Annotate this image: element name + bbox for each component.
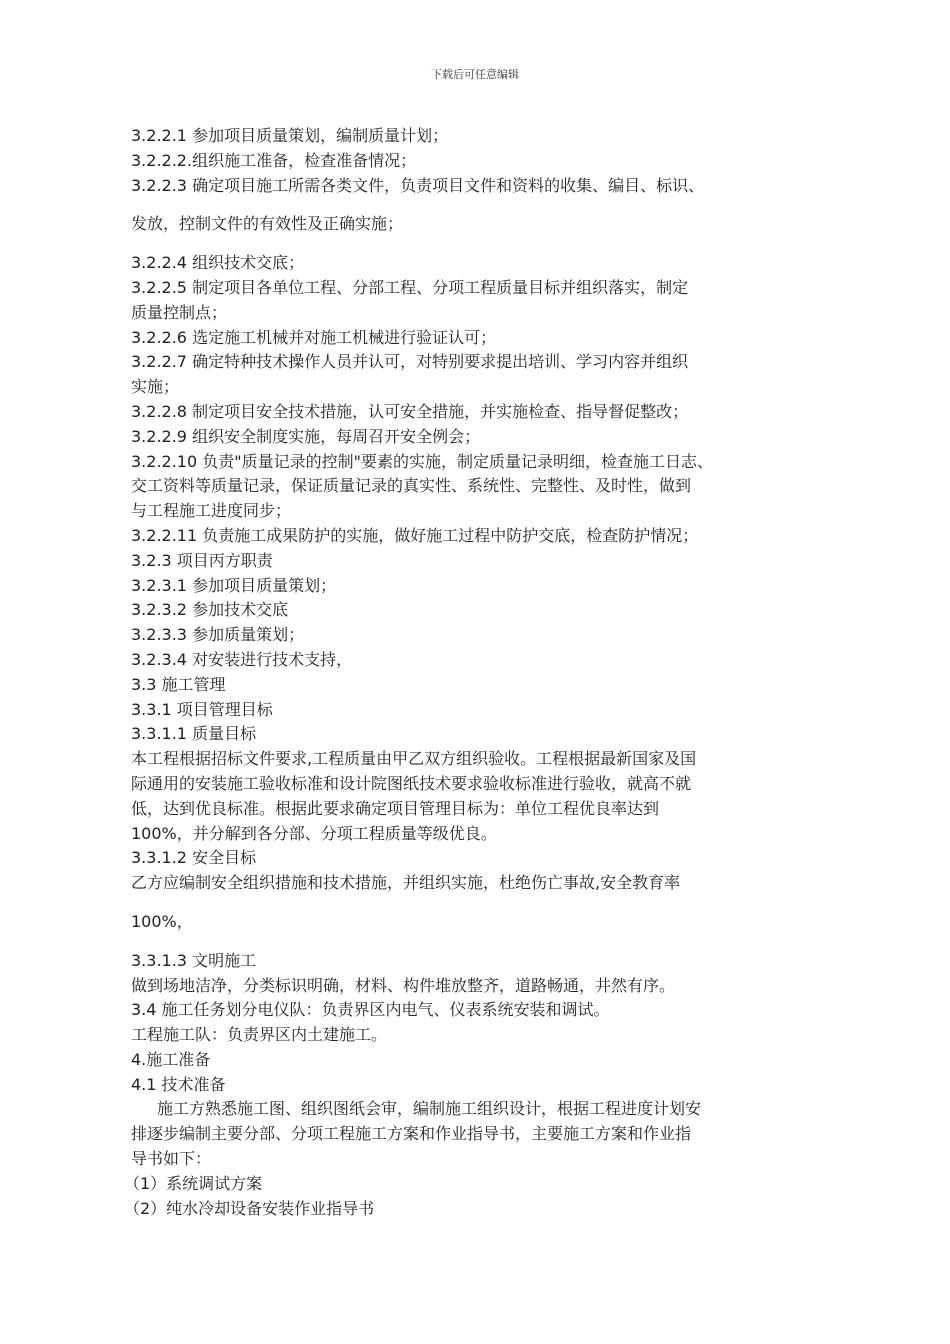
text-line: 工程施工队：负责界区内土建施工。 [131,1025,388,1045]
text-line: 3.2.2.10 负责"质量记录的控制"要素的实施，制定质量记录明细，检查施工日志、 [131,451,713,471]
list-item: （1）系统调试方案 [124,1173,263,1193]
text-line: 3.2.2.9 组织安全制度实施，每周召开安全例会； [131,426,481,446]
text-line: 施工方熟悉施工图、组织图纸会审，编制施工组织设计，根据工程进度计划安 [157,1099,702,1119]
text-line: 3.2.2.8 制定项目安全技术措施，认可安全措施，并实施检查、指导督促整改； [131,401,689,421]
text-line: 3.2.3.1 参加项目质量策划； [131,575,337,595]
text-line: 与工程施工进度同步； [131,501,292,521]
text-line: 3.2.2.2.组织施工准备，检查准备情况； [131,150,417,170]
text-line: 3.2.3.4 对安装进行技术支持， [131,649,353,669]
section-heading: 3.3.1 项目管理目标 [131,699,273,719]
text-line: 排逐步编制主要分部、分项工程施工方案和作业指导书，主要施工方案和作业指 [131,1124,692,1144]
text-line: 导书如下： [131,1149,212,1169]
text-line: 质量控制点； [131,302,228,322]
text-line: 乙方应编制安全组织措施和技术措施，并组织实施，杜绝伤亡事故,安全教育率 [131,873,681,893]
section-heading: 3.2.3 项目丙方职责 [131,550,273,570]
text-line: 做到场地洁净，分类标识明确，材料、构件堆放整齐，道路畅通，井然有序。 [131,975,676,995]
text-line: 3.2.2.5 制定项目各单位工程、分部工程、分项工程质量目标并组织落实，制定 [131,277,689,297]
text-line: 3.2.2.3 确定项目施工所需各类文件，负责项目文件和资料的收集、编目、标识、 [131,175,705,195]
text-line: 3.2.3.2 参加技术交底 [131,600,289,620]
document-body [124,124,821,1221]
text-line: 低，达到优良标准。根据此要求确定项目管理目标为：单位工程优良率达到 [131,798,660,818]
text-line: 3.2.2.11 负责施工成果防护的实施，做好施工过程中防护交底，检查防护情况； [131,525,699,545]
text-line: 交工资料等质量记录，保证质量记录的真实性、系统性、完整性、及时性，做到 [131,476,692,496]
list-item: （2）纯水冷却设备安装作业指导书 [124,1198,375,1218]
text-line: 本工程根据招标文件要求,工程质量由甲乙双方组织验收。工程根据最新国家及国 [131,749,697,769]
section-heading: 4.1 技术准备 [131,1074,226,1094]
text-line: 100%， [131,911,193,931]
text-line: 3.4 施工任务划分电仪队：负责界区内电气、仪表系统安装和调试。 [131,1000,610,1020]
text-line: 发放，控制文件的有效性及正确实施； [131,214,404,234]
text-line: 3.2.2.6 选定施工机械并对施工机械进行验证认可； [131,327,497,347]
text-line: 3.2.2.4 组织技术交底； [131,253,305,273]
text-line: 3.2.3.3 参加质量策划； [131,625,305,645]
text-line: 际通用的安装施工验收标准和设计院图纸技术要求验收标准进行验收，就高不就 [131,773,692,793]
section-heading: 3.3.1.2 安全目标 [131,848,257,868]
section-heading: 4.施工准备 [131,1049,211,1069]
page-header: 下载后可任意编辑 [431,68,519,81]
section-heading: 3.3 施工管理 [131,674,226,694]
text-line: 100%，并分解到各分部、分项工程质量等级优良。 [131,823,497,843]
text-line: 实施； [131,377,180,397]
text-line: 3.2.2.1 参加项目质量策划，编制质量计划； [131,126,449,145]
text-line: 3.2.2.7 确定特种技术操作人员并认可，对特别要求提出培训、学习内容并组织 [131,352,689,372]
section-heading: 3.3.1.1 质量目标 [131,724,257,744]
section-heading: 3.3.1.3 文明施工 [131,950,257,970]
